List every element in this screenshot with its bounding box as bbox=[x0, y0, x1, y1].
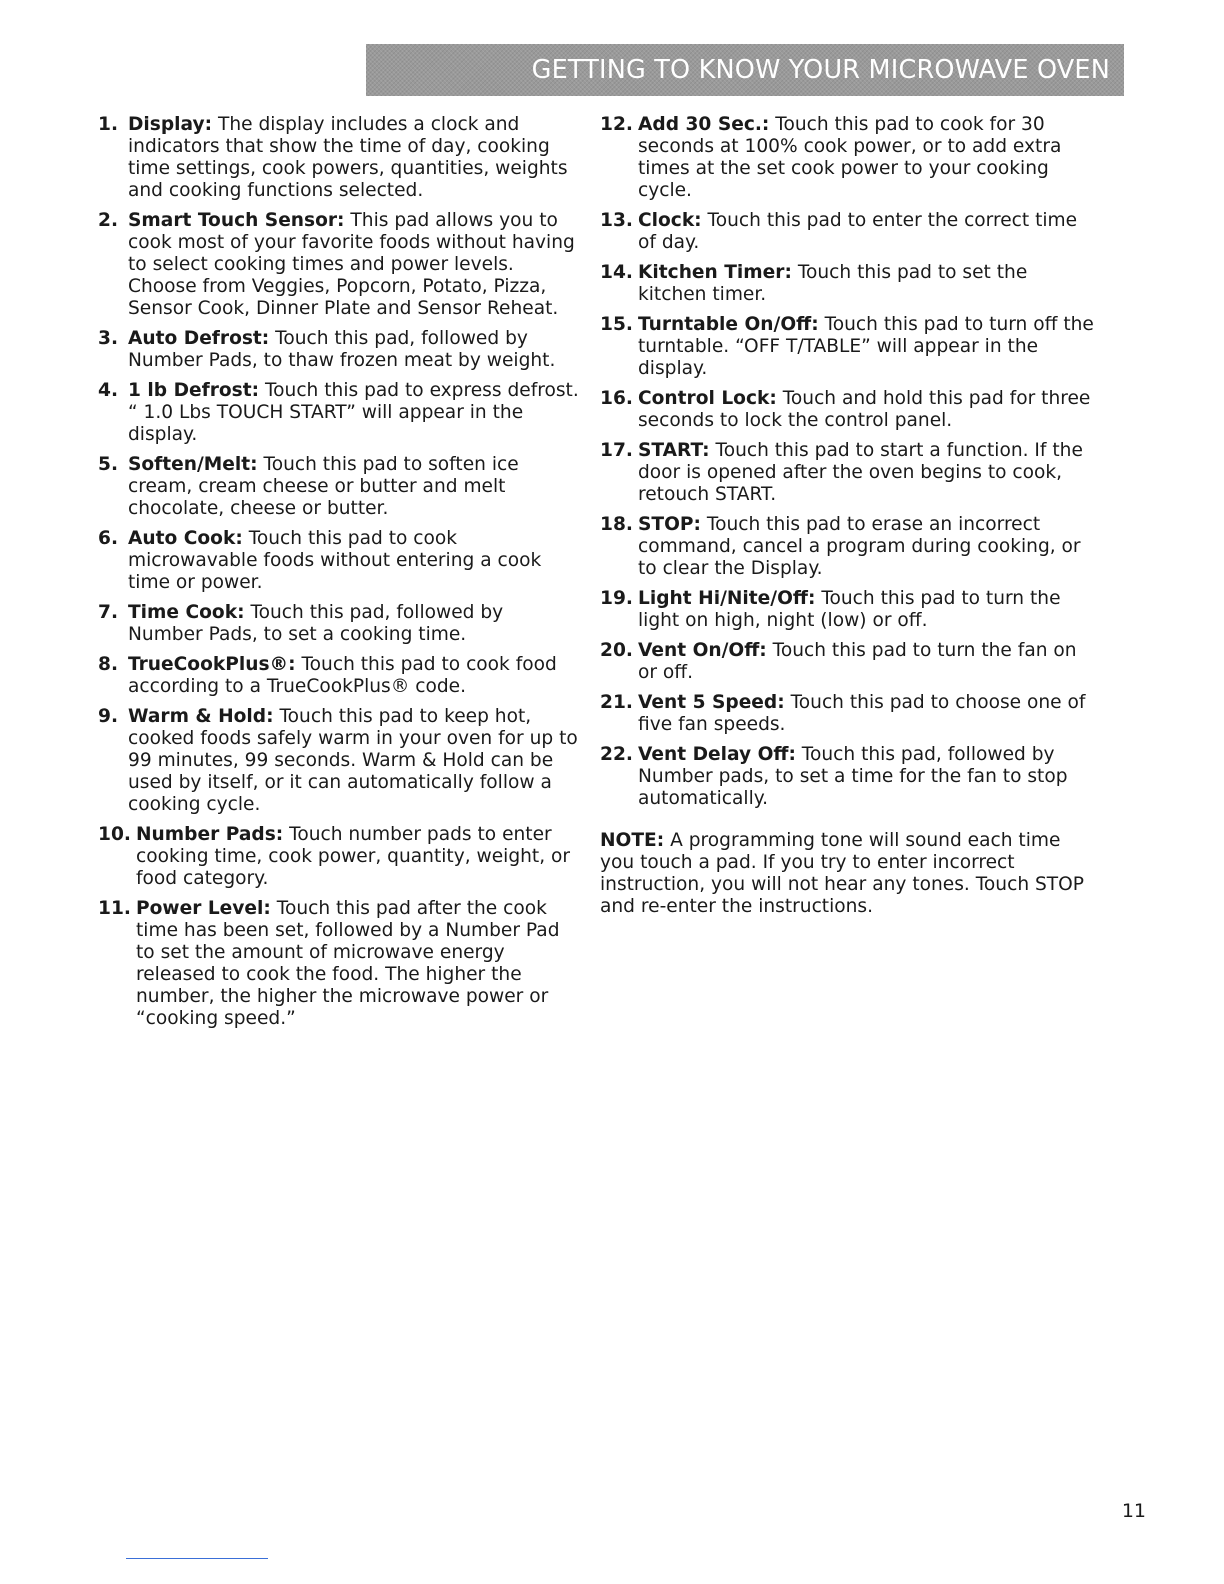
item-description: Touch this pad to cook for 30 seconds at 100% cook power, or to add extra times at the set cook power to your cooking cycle. bbox=[638, 114, 1062, 201]
list-item-20 bbox=[600, 640, 1100, 684]
page-number: 11 bbox=[1121, 1500, 1146, 1522]
item-number: 17. bbox=[600, 440, 633, 461]
item-number: 12. bbox=[600, 114, 633, 135]
list-item-7 bbox=[98, 602, 580, 646]
item-term: Vent On/Off: bbox=[638, 640, 767, 661]
item-number: 9. bbox=[98, 706, 119, 727]
section-header-banner bbox=[366, 44, 1124, 96]
item-description: Touch this pad to erase an incorrect command, cancel a program during cooking, or to clear the Display. bbox=[638, 514, 1081, 579]
right-column bbox=[600, 114, 1100, 918]
list-item-18 bbox=[600, 514, 1100, 580]
item-description: Touch this pad, followed by Number Pads, to thaw frozen meat by weight. bbox=[128, 328, 556, 371]
item-term: Control Lock: bbox=[638, 388, 777, 409]
list-item-15 bbox=[600, 314, 1100, 380]
list-item-14 bbox=[600, 262, 1100, 306]
item-term: Auto Cook: bbox=[128, 528, 243, 549]
item-term: Display: bbox=[128, 114, 213, 135]
item-number: 14. bbox=[600, 262, 633, 283]
item-term: Turntable On/Off: bbox=[638, 314, 819, 335]
list-item-2 bbox=[98, 210, 580, 320]
item-term: Add 30 Sec.: bbox=[638, 114, 770, 135]
item-number: 16. bbox=[600, 388, 633, 409]
item-description: Touch this pad to choose one of five fan speeds. bbox=[638, 692, 1086, 735]
item-description: Touch this pad to turn the light on high, night (low) or off. bbox=[638, 588, 1061, 631]
item-description: Touch and hold this pad for three seconds to lock the control panel. bbox=[638, 388, 1091, 431]
list-item-16 bbox=[600, 388, 1100, 432]
item-number: 3. bbox=[98, 328, 119, 349]
item-description: Touch this pad to cook food according to a TrueCookPlus® code. bbox=[128, 654, 557, 697]
note-label: NOTE: bbox=[600, 830, 665, 851]
item-term: Number Pads: bbox=[136, 824, 284, 845]
item-description: Touch this pad, followed by Number Pads, to set a cooking time. bbox=[128, 602, 504, 645]
list-item-22 bbox=[600, 744, 1100, 810]
item-term: Time Cook: bbox=[128, 602, 245, 623]
item-number: 10. bbox=[98, 824, 131, 845]
item-term: Power Level: bbox=[136, 898, 271, 919]
item-term: 1 lb Defrost: bbox=[128, 380, 260, 401]
section-title: GETTING TO KNOW YOUR MICROWAVE OVEN bbox=[531, 55, 1110, 85]
item-description: Touch this pad to express defrost. “ 1.0 Lbs TOUCH START” will appear in the display. bbox=[128, 380, 579, 445]
item-description: Touch this pad to set the kitchen timer. bbox=[638, 262, 1028, 305]
item-number: 1. bbox=[98, 114, 119, 135]
list-item-19 bbox=[600, 588, 1100, 632]
list-item-13 bbox=[600, 210, 1100, 254]
item-number: 2. bbox=[98, 210, 119, 231]
item-description: Touch this pad to cook microwavable foods without entering a cook time or power. bbox=[128, 528, 542, 593]
item-number: 6. bbox=[98, 528, 119, 549]
item-number: 5. bbox=[98, 454, 119, 475]
item-number: 21. bbox=[600, 692, 633, 713]
footer-divider bbox=[126, 1558, 268, 1559]
item-number: 13. bbox=[600, 210, 633, 231]
item-description: Touch this pad after the cook time has been set, followed by a Number Pad to set the amount of microwave energy released to cook the food. The higher the number, the higher the microwave power or “cooking speed.” bbox=[136, 898, 560, 1029]
item-term: Light Hi/Nite/Off: bbox=[638, 588, 816, 609]
note-text: A programming tone will sound each time you touch a pad. If you try to enter incorrect instruction, you will not hear any tones. Touch STOP and re-enter the instructions. bbox=[600, 830, 1085, 917]
item-description: Touch this pad, followed by Number pads, to set a time for the fan to stop automatically. bbox=[638, 744, 1068, 809]
item-number: 18. bbox=[600, 514, 633, 535]
item-description: Touch number pads to enter cooking time, cook power, quantity, weight, or food category. bbox=[136, 824, 571, 889]
item-description: Touch this pad to start a function. If the door is opened after the oven begins to cook, retouch START. bbox=[638, 440, 1083, 505]
item-number: 20. bbox=[600, 640, 633, 661]
item-description: This pad allows you to cook most of your favorite foods without having to select cooking times and power levels. Choose from Veggies, Popcorn, Potato, Pizza, Sensor Cook, Dinner Plate and Sensor Reheat. bbox=[128, 210, 575, 319]
list-item-6 bbox=[98, 528, 580, 594]
item-term: Vent Delay Off: bbox=[638, 744, 796, 765]
note-paragraph bbox=[600, 830, 1100, 918]
item-description: Touch this pad to turn the fan on or off. bbox=[638, 640, 1077, 683]
item-term: TrueCookPlus®: bbox=[128, 654, 296, 675]
item-term: Kitchen Timer: bbox=[638, 262, 792, 283]
item-term: Warm & Hold: bbox=[128, 706, 274, 727]
list-item-21 bbox=[600, 692, 1100, 736]
item-number: 19. bbox=[600, 588, 633, 609]
list-item-5 bbox=[98, 454, 580, 520]
left-column bbox=[98, 114, 580, 1038]
list-item-17 bbox=[600, 440, 1100, 506]
item-number: 8. bbox=[98, 654, 119, 675]
item-description: The display includes a clock and indicators that show the time of day, cooking time settings, cook powers, quantities, weights and cooking functions selected. bbox=[128, 114, 568, 201]
item-description: Touch this pad to enter the correct time of day. bbox=[638, 210, 1078, 253]
list-item-11 bbox=[98, 898, 580, 1030]
item-term: STOP: bbox=[638, 514, 701, 535]
item-number: 4. bbox=[98, 380, 119, 401]
list-item-9 bbox=[98, 706, 580, 816]
item-term: Vent 5 Speed: bbox=[638, 692, 785, 713]
list-item-4 bbox=[98, 380, 580, 446]
item-term: START: bbox=[638, 440, 710, 461]
list-item-8 bbox=[98, 654, 580, 698]
item-number: 15. bbox=[600, 314, 633, 335]
item-number: 7. bbox=[98, 602, 119, 623]
item-term: Clock: bbox=[638, 210, 702, 231]
item-term: Auto Defrost: bbox=[128, 328, 270, 349]
list-item-3 bbox=[98, 328, 580, 372]
item-term: Smart Touch Sensor: bbox=[128, 210, 345, 231]
list-item-12 bbox=[600, 114, 1100, 202]
list-item-10 bbox=[98, 824, 580, 890]
list-item-1 bbox=[98, 114, 580, 202]
item-term: Soften/Melt: bbox=[128, 454, 258, 475]
item-description: Touch this pad to soften ice cream, cream cheese or butter and melt chocolate, cheese or butter. bbox=[128, 454, 519, 519]
item-number: 11. bbox=[98, 898, 131, 919]
item-description: Touch this pad to turn off the turntable. “OFF T/TABLE” will appear in the display. bbox=[638, 314, 1094, 379]
item-description: Touch this pad to keep hot, cooked foods safely warm in your oven for up to 99 minutes, 99 seconds. Warm & Hold can be used by itself, or it can automatically follow a cooking cycle. bbox=[128, 706, 578, 815]
item-number: 22. bbox=[600, 744, 633, 765]
